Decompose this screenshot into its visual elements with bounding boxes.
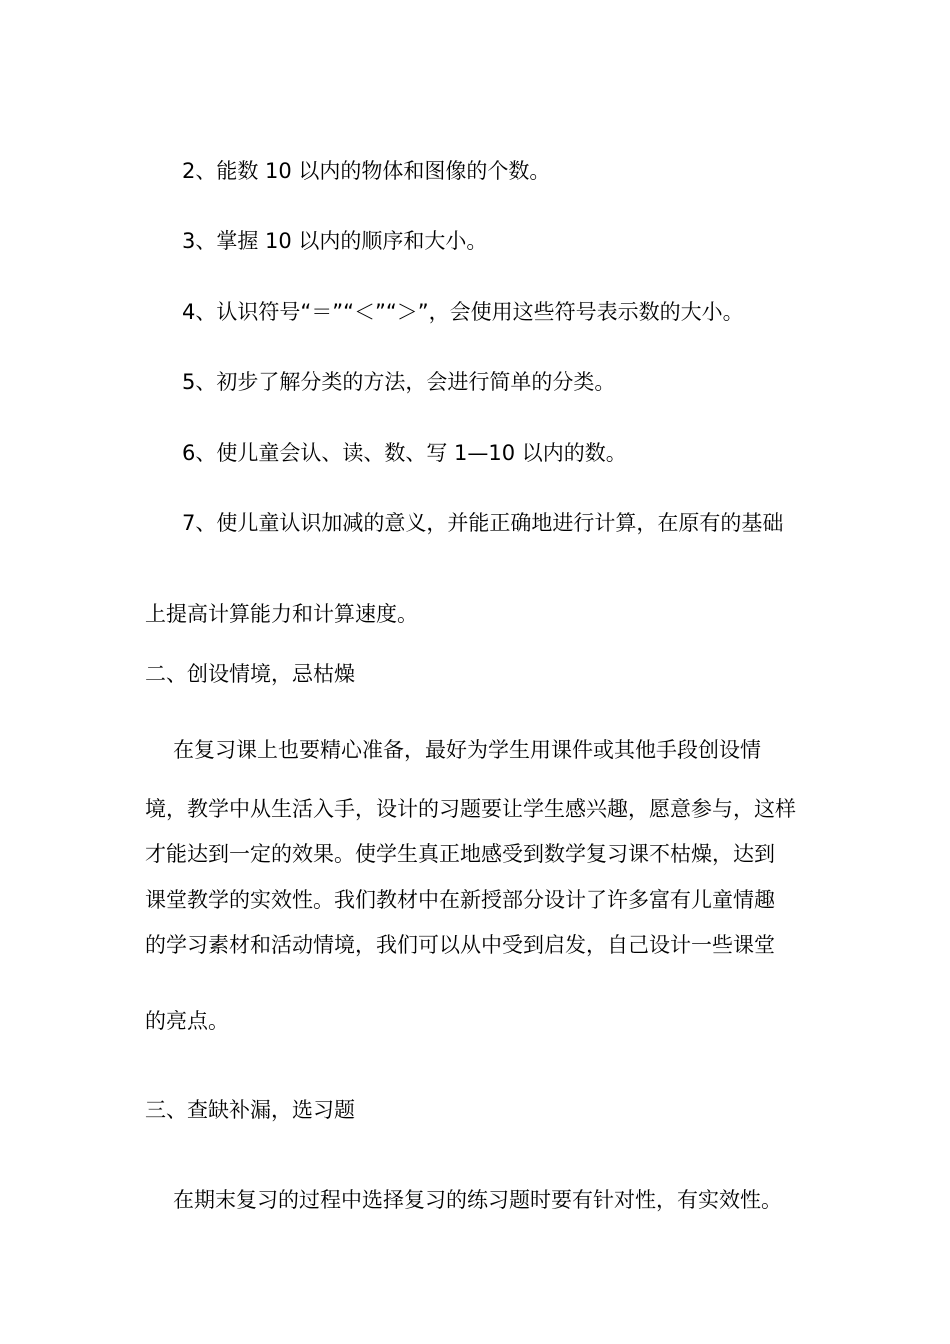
list-item-7-continuation: 上提高计算能力和计算速度。 <box>145 602 418 626</box>
paragraph-line: 的学习素材和活动情境，我们可以从中受到启发，自己设计一些课堂 <box>145 933 775 957</box>
paragraph-line: 的亮点。 <box>145 1009 229 1033</box>
list-item-5: 5、初步了解分类的方法，会进行简单的分类。 <box>182 370 616 394</box>
list-item-4: 4、认识符号“＝”“＜”“＞”，会使用这些符号表示数的大小。 <box>182 300 744 324</box>
section-heading-3: 三、查缺补漏，选习题 <box>145 1098 355 1122</box>
list-item-6: 6、使儿童会认、读、数、写 1—10 以内的数。 <box>182 441 627 465</box>
paragraph-line: 境，教学中从生活入手，设计的习题要让学生感兴趣，愿意参与，这样 <box>145 797 796 821</box>
list-item-2: 2、能数 10 以内的物体和图像的个数。 <box>182 159 551 183</box>
list-item-3: 3、掌握 10 以内的顺序和大小。 <box>182 229 488 253</box>
paragraph-line: 才能达到一定的效果。使学生真正地感受到数学复习课不枯燥，达到 <box>145 842 775 866</box>
paragraph-line: 在期末复习的过程中选择复习的练习题时要有针对性，有实效性。 <box>173 1188 782 1212</box>
paragraph-line: 课堂教学的实效性。我们教材中在新授部分设计了许多富有儿童情趣 <box>145 888 775 912</box>
paragraph-line: 在复习课上也要精心准备，最好为学生用课件或其他手段创设情 <box>173 738 761 762</box>
list-item-7: 7、使儿童认识加减的意义，并能正确地进行计算，在原有的基础 <box>182 511 784 535</box>
section-heading-2: 二、创设情境，忌枯燥 <box>145 662 355 686</box>
